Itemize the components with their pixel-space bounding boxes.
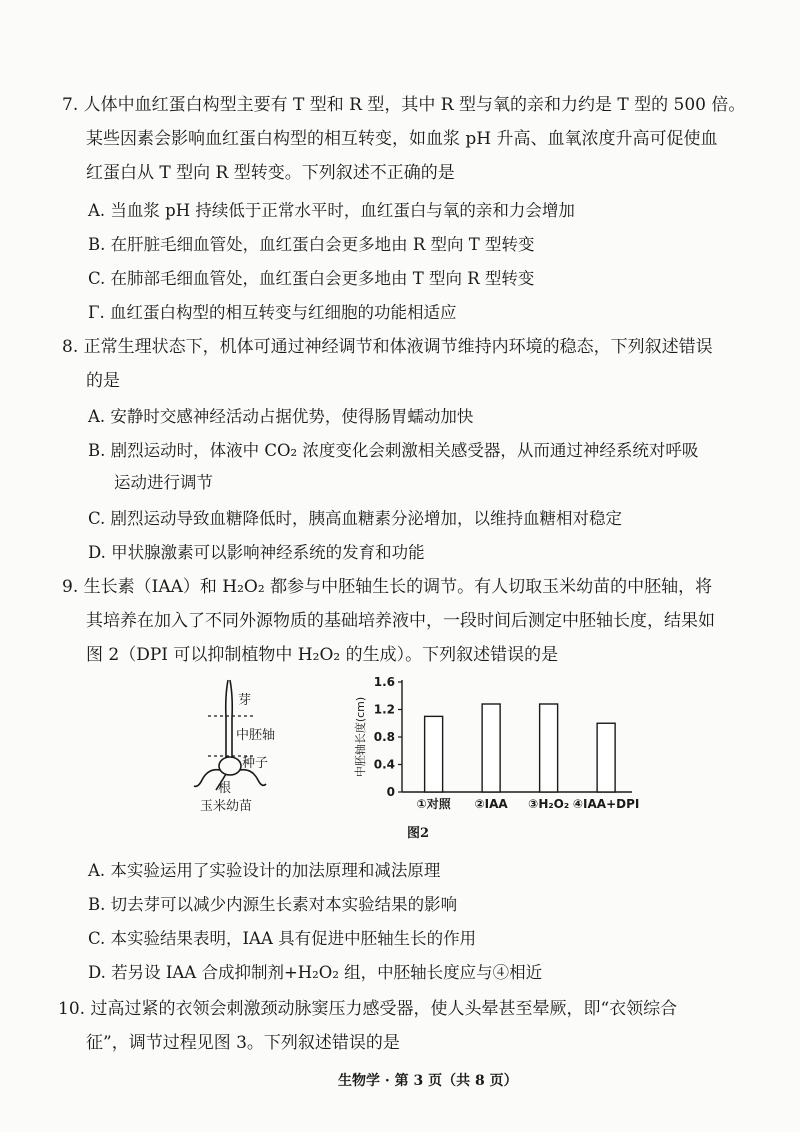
bar-2 [482,704,500,792]
figure-2-caption: 图2 [407,826,430,841]
x-tick-label-4: ④IAA+DPI [572,797,640,811]
q8-stem-line-1: 8. 正常生理状态下，机体可通过神经调节和体液调节维持内环境的稳态，下列叙述错误 [62,337,713,357]
q7-stem-line-2: 某些因素会影响血红蛋白构型的相互转变，如血浆 pH 升高、血氧浓度升高可促使血 [86,129,718,149]
q8-option-c: C. 剧烈运动导致血糖降低时，胰高血糖素分泌增加，以维持血糖相对稳定 [88,509,623,528]
q9-option-d: D. 若另设 IAA 合成抑制剂+H₂O₂ 组，中胚轴长度应与④相近 [88,963,543,982]
q9-option-a: A. 本实验运用了实验设计的加法原理和减法原理 [88,861,441,880]
q7-option-a: A. 当血浆 pH 持续低于正常水平时，血红蛋白与氧的亲和力会增加 [88,201,575,220]
q8-stem-line-2: 的是 [86,371,120,391]
q7-stem-line-3: 红蛋白从 T 型向 R 型转变。下列叙述不正确的是 [86,163,455,183]
q7-option-c: C. 在肺部毛细血管处，血红蛋白会更多地由 T 型向 R 型转变 [88,269,535,288]
label-mesocotyl: 中胚轴 [236,728,276,743]
q9-stem-line-2: 其培养在加入了不同外源物质的基础培养液中，一段时间后测定中胚轴长度，结果如 [86,611,715,631]
bar-4 [597,723,615,792]
x-tick-label-3: ③H₂O₂ [528,797,570,811]
x-tick-label-2: ②IAA [474,797,508,811]
q7-option-d: Γ. 血红蛋白构型的相互转变与红细胞的功能相适应 [88,303,457,322]
label-seed: 种子 [242,756,269,771]
q8-option-b: B. 剧烈运动时，体液中 CO₂ 浓度变化会刺激相关感受器，从而通过神经系统对呼吸 [88,441,699,460]
label-bud: 芽 [238,693,252,708]
bud-shoot-line [226,680,228,758]
bar-1 [425,716,443,792]
q8-option-d: D. 甲状腺激素可以影响神经系统的发育和功能 [88,543,425,562]
q8-option-a: A. 安静时交感神经活动占据优势，使得肠胃蠕动加快 [88,407,474,426]
mesocotyl-length-bar-chart [350,672,650,817]
y-axis-label: 中胚轴长度(cm) [354,696,367,778]
q9-stem-line-3: 图 2（DPI 可以抑制植物中 H₂O₂ 的生成）。下列叙述错误的是 [86,645,559,665]
root-right [240,770,266,786]
page-footer: 生物学 · 第 3 页（共 8 页） [338,1073,518,1089]
y-tick-label: 1.2 [373,702,395,717]
maize-seedling-diagram [190,676,300,826]
y-tick-label: 0 [386,785,395,799]
x-tick-label-1: ①对照 [416,797,451,811]
q9-option-c: C. 本实验结果表明，IAA 具有促进中胚轴生长的作用 [88,929,477,948]
y-tick-label: 0.4 [373,757,395,772]
root-left [194,770,220,787]
q9-stem-line-1: 9. 生长素（IAA）和 H₂O₂ 都参与中胚轴生长的调节。有人切取玉米幼苗的中胚轴，将 [62,577,713,597]
seed-shape [219,757,241,775]
seedling-caption: 玉米幼苗 [200,799,253,814]
q8-option-b-continued: 运动进行调节 [114,473,213,492]
q7-option-b: B. 在肝脏毛细血管处，血红蛋白会更多地由 R 型向 T 型转变 [88,235,535,254]
label-root: 根 [218,781,232,796]
y-tick-label: 0.8 [373,730,395,744]
bar-3 [540,704,558,792]
q7-stem-line-1: 7. 人体中血红蛋白构型主要有 T 型和 R 型，其中 R 型与氧的亲和力约是 T 型的 500 倍。 [62,95,746,115]
q9-option-b: B. 切去芽可以减少内源生长素对本实验结果的影响 [88,895,458,914]
q10-stem-line-1: 10. 过高过紧的衣领会刺激颈动脉窦压力感受器，使人头晕甚至晕厥，即“衣领综合 [58,999,678,1019]
q10-stem-line-2: 征”，调节过程见图 3。下列叙述错误的是 [86,1033,400,1053]
y-tick-label: 1.6 [373,675,395,689]
